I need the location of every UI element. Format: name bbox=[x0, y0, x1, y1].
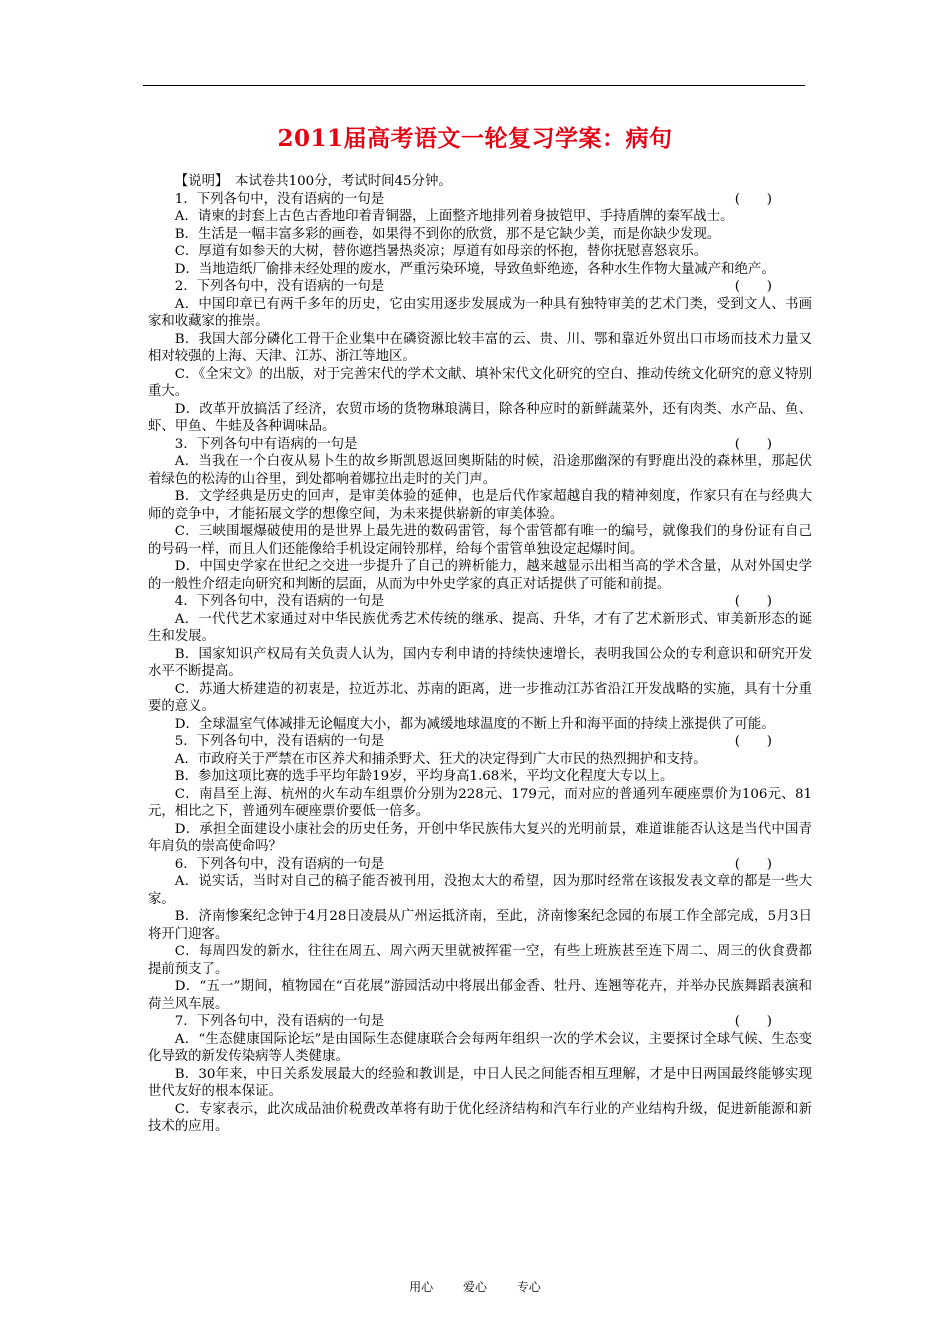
answer-option: D．中国史学家在世纪之交进一步提升了自己的辨析能力，越来越显示出相当高的学术含量，从对外国史学的一般性介绍走向研究和判断的层面，从而为中外史学家的真正对话提供了可能和前提。 bbox=[148, 559, 812, 592]
question-stem bbox=[148, 856, 812, 874]
question-text: 3．下列各句中有语病的一句是 bbox=[174, 436, 358, 452]
answer-blank: ( ) bbox=[734, 1014, 772, 1029]
answer-option: B．国家知识产权局有关负责人认为，国内专利申请的持续快速增长，表明我国公众的专利意识和研究开发水平不断提高。 bbox=[148, 646, 812, 679]
question-stem bbox=[148, 593, 812, 611]
answer-blank: ( ) bbox=[734, 436, 772, 452]
question-text: 7．下列各句中，没有语病的一句是 bbox=[174, 1014, 385, 1029]
question-text: 2．下列各句中，没有语病的一句是 bbox=[174, 279, 385, 294]
answer-option: D．当地造纸厂偷排未经处理的废水，严重污染环境，导致鱼虾绝迹，各种水生作物大量减产和绝产。 bbox=[174, 261, 775, 277]
answer-option: C．三峡围堰爆破使用的是世界上最先进的数码雷管，每个雷管都有唯一的编号，就像我们的身份证有自己的号码一样，而且人们还能像给手机设定闹铃那样，给每个雷管单独设定起爆时间。 bbox=[148, 524, 812, 557]
page-footer bbox=[0, 1278, 950, 1295]
answer-option: D．“五一”期间，植物园在“百花展”游园活动中将展出郁金香、牡丹、连翘等花卉，并举办民族舞蹈表演和荷兰风车展。 bbox=[148, 979, 812, 1012]
answer-option: A．当我在一个白夜从易卜生的故乡斯凯恩返回奥斯陆的时候，沿途那幽深的有野鹿出没的森林里，那起伏着绿色的松涛的山谷里，到处都响着娜拉出走时的关门声。 bbox=[148, 454, 812, 487]
answer-option: B．我国大部分磷化工骨干企业集中在磷资源比较丰富的云、贵、川、鄂和靠近外贸出口市场而技术力量又相对较强的上海、天津、江苏、浙江等地区。 bbox=[148, 331, 812, 364]
answer-option: C．南昌至上海、杭州的火车动车组票价分别为228元、179元，而对应的普通列车硬座票价为106元、81元，相比之下，普通列车硬座票价要低一倍多。 bbox=[148, 786, 812, 819]
answer-option: D．全球温室气体减排无论幅度大小，都为减缓地球温度的不断上升和海平面的持续上涨提供了可能。 bbox=[174, 716, 775, 732]
question-stem bbox=[148, 733, 812, 751]
question-text: 5．下列各句中，没有语病的一句是 bbox=[174, 734, 385, 749]
question-text: 4．下列各句中，没有语病的一句是 bbox=[174, 594, 385, 609]
answer-blank: ( ) bbox=[734, 594, 772, 609]
question-stem bbox=[148, 278, 812, 296]
answer-blank: ( ) bbox=[734, 856, 772, 872]
header-rule bbox=[143, 85, 805, 86]
page-title: 2011届高考语文一轮复习学案：病句 bbox=[277, 125, 673, 152]
answer-option: C．每周四发的新水，往往在周五、周六两天里就被挥霍一空，有些上班族甚至连下周二、周三的伙食费都提前预支了。 bbox=[148, 944, 812, 977]
answer-option: B．参加这项比赛的选手平均年龄19岁，平均身高1.68米，平均文化程度大专以上。 bbox=[174, 769, 674, 784]
answer-option: A．说实话，当时对自己的稿子能否被刊用，没抱太大的希望，因为那时经常在该报发表文章的都是一些大家。 bbox=[148, 874, 812, 907]
question-stem bbox=[148, 436, 812, 454]
answer-option: D．承担全面建设小康社会的历史任务，开创中华民族伟大复兴的光明前景，难道谁能否认这是当代中国青年肩负的崇高使命吗？ bbox=[148, 821, 812, 854]
answer-option: B．生活是一幅丰富多彩的画卷，如果得不到你的欣赏，那不是它缺少美，而是你缺少发现。 bbox=[174, 226, 721, 242]
document-body bbox=[148, 173, 812, 1136]
answer-option: A．请柬的封套上古色古香地印着青铜器，上面整齐地排列着身披铠甲、手持盾牌的秦军战士。 bbox=[174, 209, 734, 224]
answer-blank: ( ) bbox=[734, 734, 772, 749]
answer-blank: ( ) bbox=[734, 279, 772, 294]
footer-word: 用心 bbox=[409, 1280, 434, 1294]
answer-option: D．改革开放搞活了经济，农贸市场的货物琳琅满目，除各种应时的新鲜蔬菜外，还有肉类、水产品、鱼、虾、甲鱼、牛蛙及各种调味品。 bbox=[148, 401, 812, 434]
answer-option: B．济南惨案纪念钟于4月28日凌晨从广州运抵济南，至此，济南惨案纪念园的布展工作全部完成，5月3日将开门迎客。 bbox=[148, 909, 812, 942]
answer-option: A．一代代艺术家通过对中华民族优秀艺术传统的继承、提高、升华，才有了艺术新形式、审美新形态的诞生和发展。 bbox=[148, 611, 812, 644]
question-text: 6．下列各句中，没有语病的一句是 bbox=[174, 856, 385, 872]
answer-option: A．“生态健康国际论坛”是由国际生态健康联合会每两年组织一次的学术会议，主要探讨全球气候、生态变化导致的新发传染病等人类健康。 bbox=[148, 1031, 812, 1064]
intro-note: 【说明】 本试卷共100分，考试时间45分钟。 bbox=[174, 174, 452, 189]
question-list bbox=[148, 191, 812, 1136]
answer-blank: ( ) bbox=[734, 191, 772, 207]
question-stem bbox=[148, 191, 812, 209]
answer-option: C．厚道有如参天的大树，替你遮挡暑热炎凉；厚道有如母亲的怀抱，替你抚慰喜怒哀乐。 bbox=[174, 244, 708, 259]
question-text: 1．下列各句中，没有语病的一句是 bbox=[174, 191, 385, 207]
footer-word: 专心 bbox=[516, 1280, 541, 1294]
answer-option: B．30年来，中日关系发展最大的经验和教训是，中日人民之间能否相互理解，才是中日两国最终能够实现世代友好的根本保证。 bbox=[148, 1066, 812, 1099]
answer-option: B．文学经典是历史的回声，是审美体验的延伸，也是后代作家超越自我的精神刻度，作家只有在与经典大师的竞争中，才能拓展文学的想像空间，为未来提供崭新的审美体验。 bbox=[148, 489, 812, 522]
answer-option: A．中国印章已有两千多年的历史，它由实用逐步发展成为一种具有独特审美的艺术门类，受到文人、书画家和收藏家的推崇。 bbox=[148, 296, 812, 329]
answer-option: C．专家表示，此次成品油价税费改革将有助于优化经济结构和汽车行业的产业结构升级，促进新能源和新技术的应用。 bbox=[148, 1101, 812, 1134]
answer-option: A．市政府关于严禁在市区养犬和捕杀野犬、狂犬的决定得到广大市民的热烈拥护和支持。 bbox=[174, 751, 707, 767]
question-stem bbox=[148, 1013, 812, 1031]
footer-word: 爱心 bbox=[462, 1280, 487, 1294]
answer-option: C．《全宋文》的出版，对于完善宋代的学术文献、填补宋代文化研究的空白、推动传统文化研究的意义特别重大。 bbox=[148, 366, 812, 399]
answer-option: C．苏通大桥建造的初衷是，拉近苏北、苏南的距离，进一步推动江苏省沿江开发战略的实施，具有十分重要的意义。 bbox=[148, 681, 812, 714]
